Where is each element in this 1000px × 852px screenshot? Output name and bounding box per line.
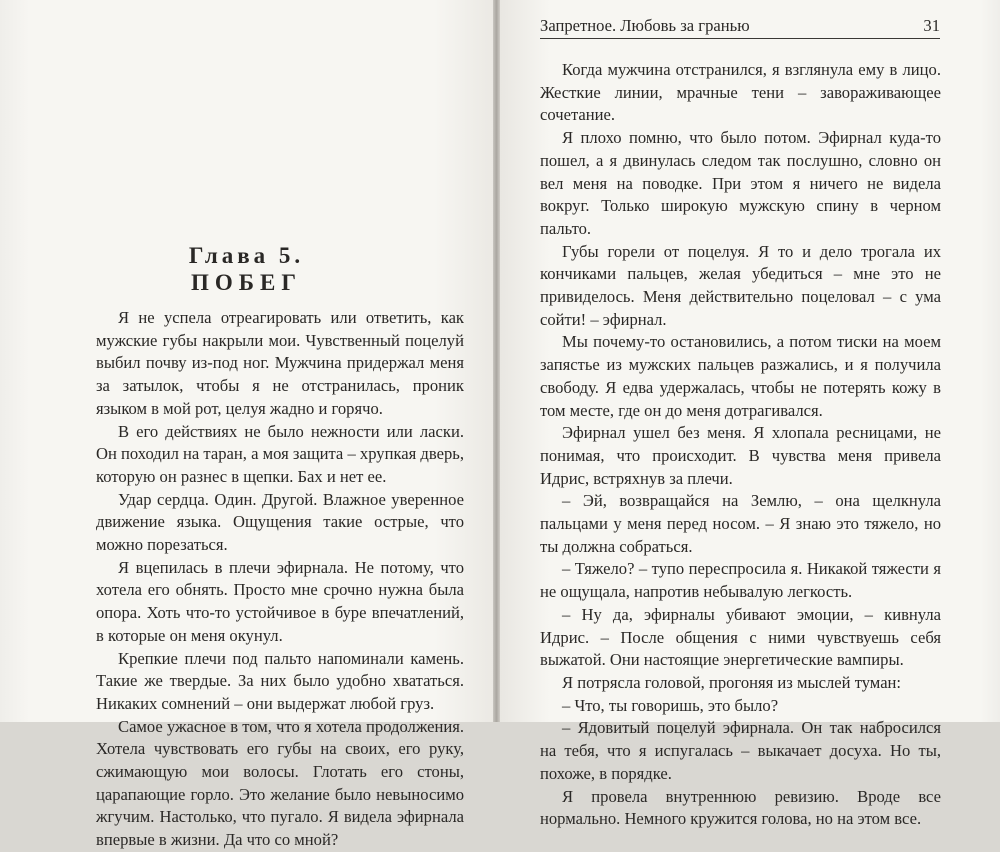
- paragraph: – Ну да, эфирналы убивают эмоции, – кивнула Идрис. – После общения с ними чувствуешь себя выжатой. Они настоящие энергетические вампиры.: [540, 604, 941, 670]
- running-title: Запретное. Любовь за гранью: [540, 16, 750, 35]
- paragraph: – Ядовитый поцелуй эфирнала. Он так набросился на тебя, что я испугалась – выкачает досуха. Но ты, похоже, в порядке.: [540, 718, 941, 783]
- left-page: [0, 0, 493, 850]
- paragraph: Крепкие плечи под пальто напоминали камень. Такие же твердые. За них было удобно хвататься. Никаких сомнений – они выдержат любой груз.: [96, 648, 464, 713]
- page-number: 31: [923, 16, 940, 35]
- paragraph: В его действиях не было нежности или ласки. Он походил на таран, а моя защита – хрупкая дверь, которую он разнес в щепки. Бах и нет ее.: [96, 421, 464, 486]
- chapter-number: Глава 5.: [188, 243, 305, 268]
- paragraph: Я провела внутреннюю ревизию. Вроде все нормально. Немного кружится голова, но на этом все.: [540, 786, 941, 829]
- chapter-title: ПОБЕГ: [191, 270, 302, 295]
- paragraph: Я плохо помню, что было потом. Эфирнал куда-то пошел, а я двинулась следом так послушно, словно он вел меня на поводке. При этом я ничего не видела вокруг. Только широкую мужскую спину в черном пальто.: [540, 128, 941, 238]
- paragraph: Эфирнал ушел без меня. Я хлопала ресницами, не понимая, что происходит. В чувства меня привела Идрис, встряхнув за плечи.: [540, 423, 941, 488]
- left-page-body: [96, 307, 464, 852]
- paragraph: Я вцепилась в плечи эфирнала. Не потому, что хотела его обнять. Просто мне срочно нужна была опора. Хоть что-то устойчивое в буре впечатлений, в которые он меня окунул.: [96, 557, 464, 645]
- book-gutter: [493, 0, 500, 722]
- paragraph: Когда мужчина отстранился, я взглянула ему в лицо. Жесткие линии, мрачные тени – завораживающее сочетание.: [540, 60, 941, 125]
- running-header: [540, 14, 940, 39]
- paragraph: Мы почему-то остановились, а потом тиски на моем запястье из мужских пальцев разжались, и я получила свободу. Я едва удержалась, чтобы не потерять кожу в том месте, где он до меня дотрагивался.: [540, 332, 941, 420]
- right-page-body: [540, 59, 941, 831]
- paragraph: Удар сердца. Один. Другой. Влажное уверенное движение языка. Ощущения такие острые, что можно порезаться.: [96, 489, 464, 555]
- paragraph: – Тяжело? – тупо переспросила я. Никакой тяжести я не ощущала, напротив небывалую легкость.: [540, 559, 941, 602]
- paragraph: Я потрясла головой, прогоняя из мыслей туман:: [562, 672, 902, 692]
- paragraph: – Эй, возвращайся на Землю, – она щелкнула пальцами у меня перед носом. – Я знаю это тяжело, но ты должна собраться.: [540, 491, 941, 556]
- paragraph: – Что, ты говоришь, это было?: [562, 695, 779, 715]
- paragraph: Губы горели от поцелуя. Я то и дело трогала их кончиками пальцев, желая убедиться – мне это не привиделось. Меня действительно поцеловал – с ума сойти! – эфирнал.: [540, 241, 941, 329]
- paragraph: Я не успела отреагировать или ответить, как мужские губы накрыли мои. Чувственный поцелуй выбил почву из-под ног. Мужчина придержал меня за затылок, чтобы я не отстранилась, проник языком в мой рот, целуя жадно и горячо.: [96, 308, 464, 418]
- paragraph: Самое ужасное в том, что я хотела продолжения. Хотела чувствовать его губы на своих, его руку, сжимающую мои волосы. Глотать его стоны, царапающие горло. Это желание было невыносимо жгучим. Настолько, что пугало. Я видела эфирнала впервые в жизни. Да что со мной?: [96, 716, 464, 850]
